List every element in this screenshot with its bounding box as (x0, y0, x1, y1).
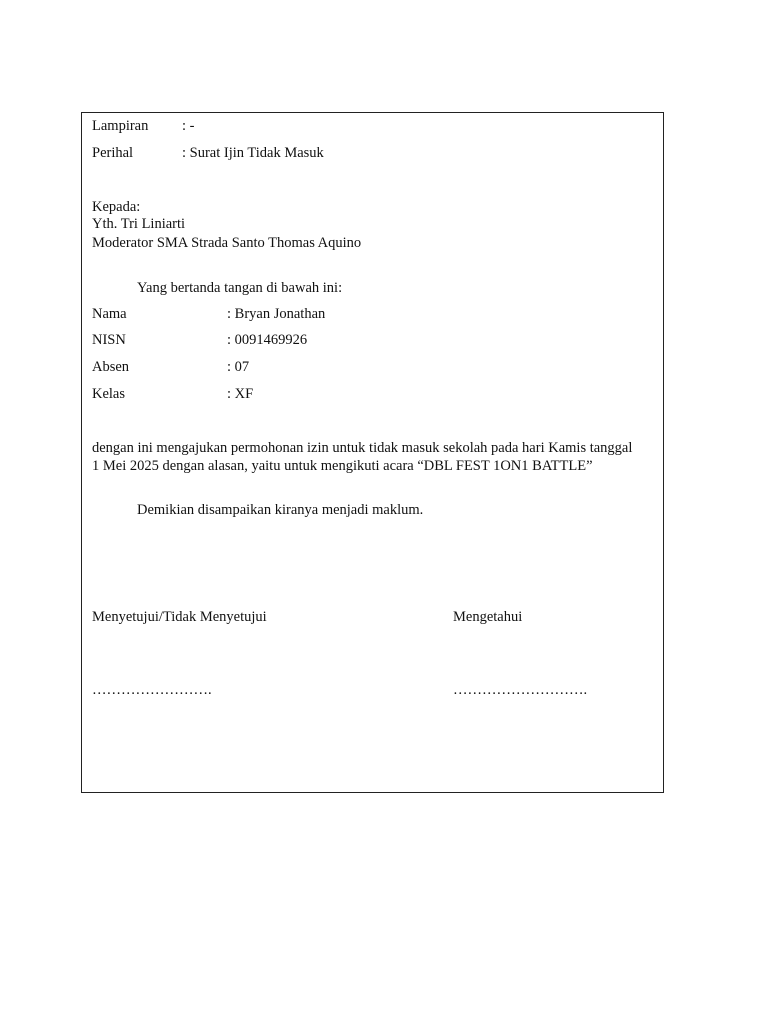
field-value-nama: : Bryan Jonathan (227, 306, 326, 322)
recipient-name: Yth. Tri Liniarti (92, 216, 186, 232)
intro-text: Yang bertanda tangan di bawah ini: (137, 280, 343, 296)
field-value-absen: : 07 (227, 359, 250, 375)
field-value-nisn: : 0091469926 (227, 332, 308, 348)
recipient-position: Moderator SMA Strada Santo Thomas Aquino (92, 235, 362, 251)
perihal-label: Perihal (92, 145, 134, 161)
signature-left-line: ……………………. (92, 682, 212, 698)
perihal-value: : Surat Ijin Tidak Masuk (182, 145, 324, 161)
closing-text: Demikian disampaikan kiranya menjadi maklum. (137, 502, 424, 518)
lampiran-value: : - (182, 118, 195, 134)
body-line-1: dengan ini mengajukan permohonan izin untuk tidak masuk sekolah pada hari Kamis tanggal (92, 440, 633, 456)
field-value-kelas: : XF (227, 386, 254, 402)
recipient-kepada: Kepada: (92, 199, 141, 215)
field-label-absen: Absen (92, 359, 130, 375)
field-label-nisn: NISN (92, 332, 126, 348)
body-line-2: 1 Mei 2025 dengan alasan, yaitu untuk mengikuti acara “DBL FEST 1ON1 BATTLE” (92, 458, 593, 474)
signature-right-label: Mengetahui (453, 609, 523, 625)
field-label-nama: Nama (92, 306, 127, 322)
lampiran-label: Lampiran (92, 118, 149, 134)
field-label-kelas: Kelas (92, 386, 126, 402)
signature-left-label: Menyetujui/Tidak Menyetujui (92, 609, 267, 625)
signature-right-line: ………………………. (453, 682, 588, 698)
